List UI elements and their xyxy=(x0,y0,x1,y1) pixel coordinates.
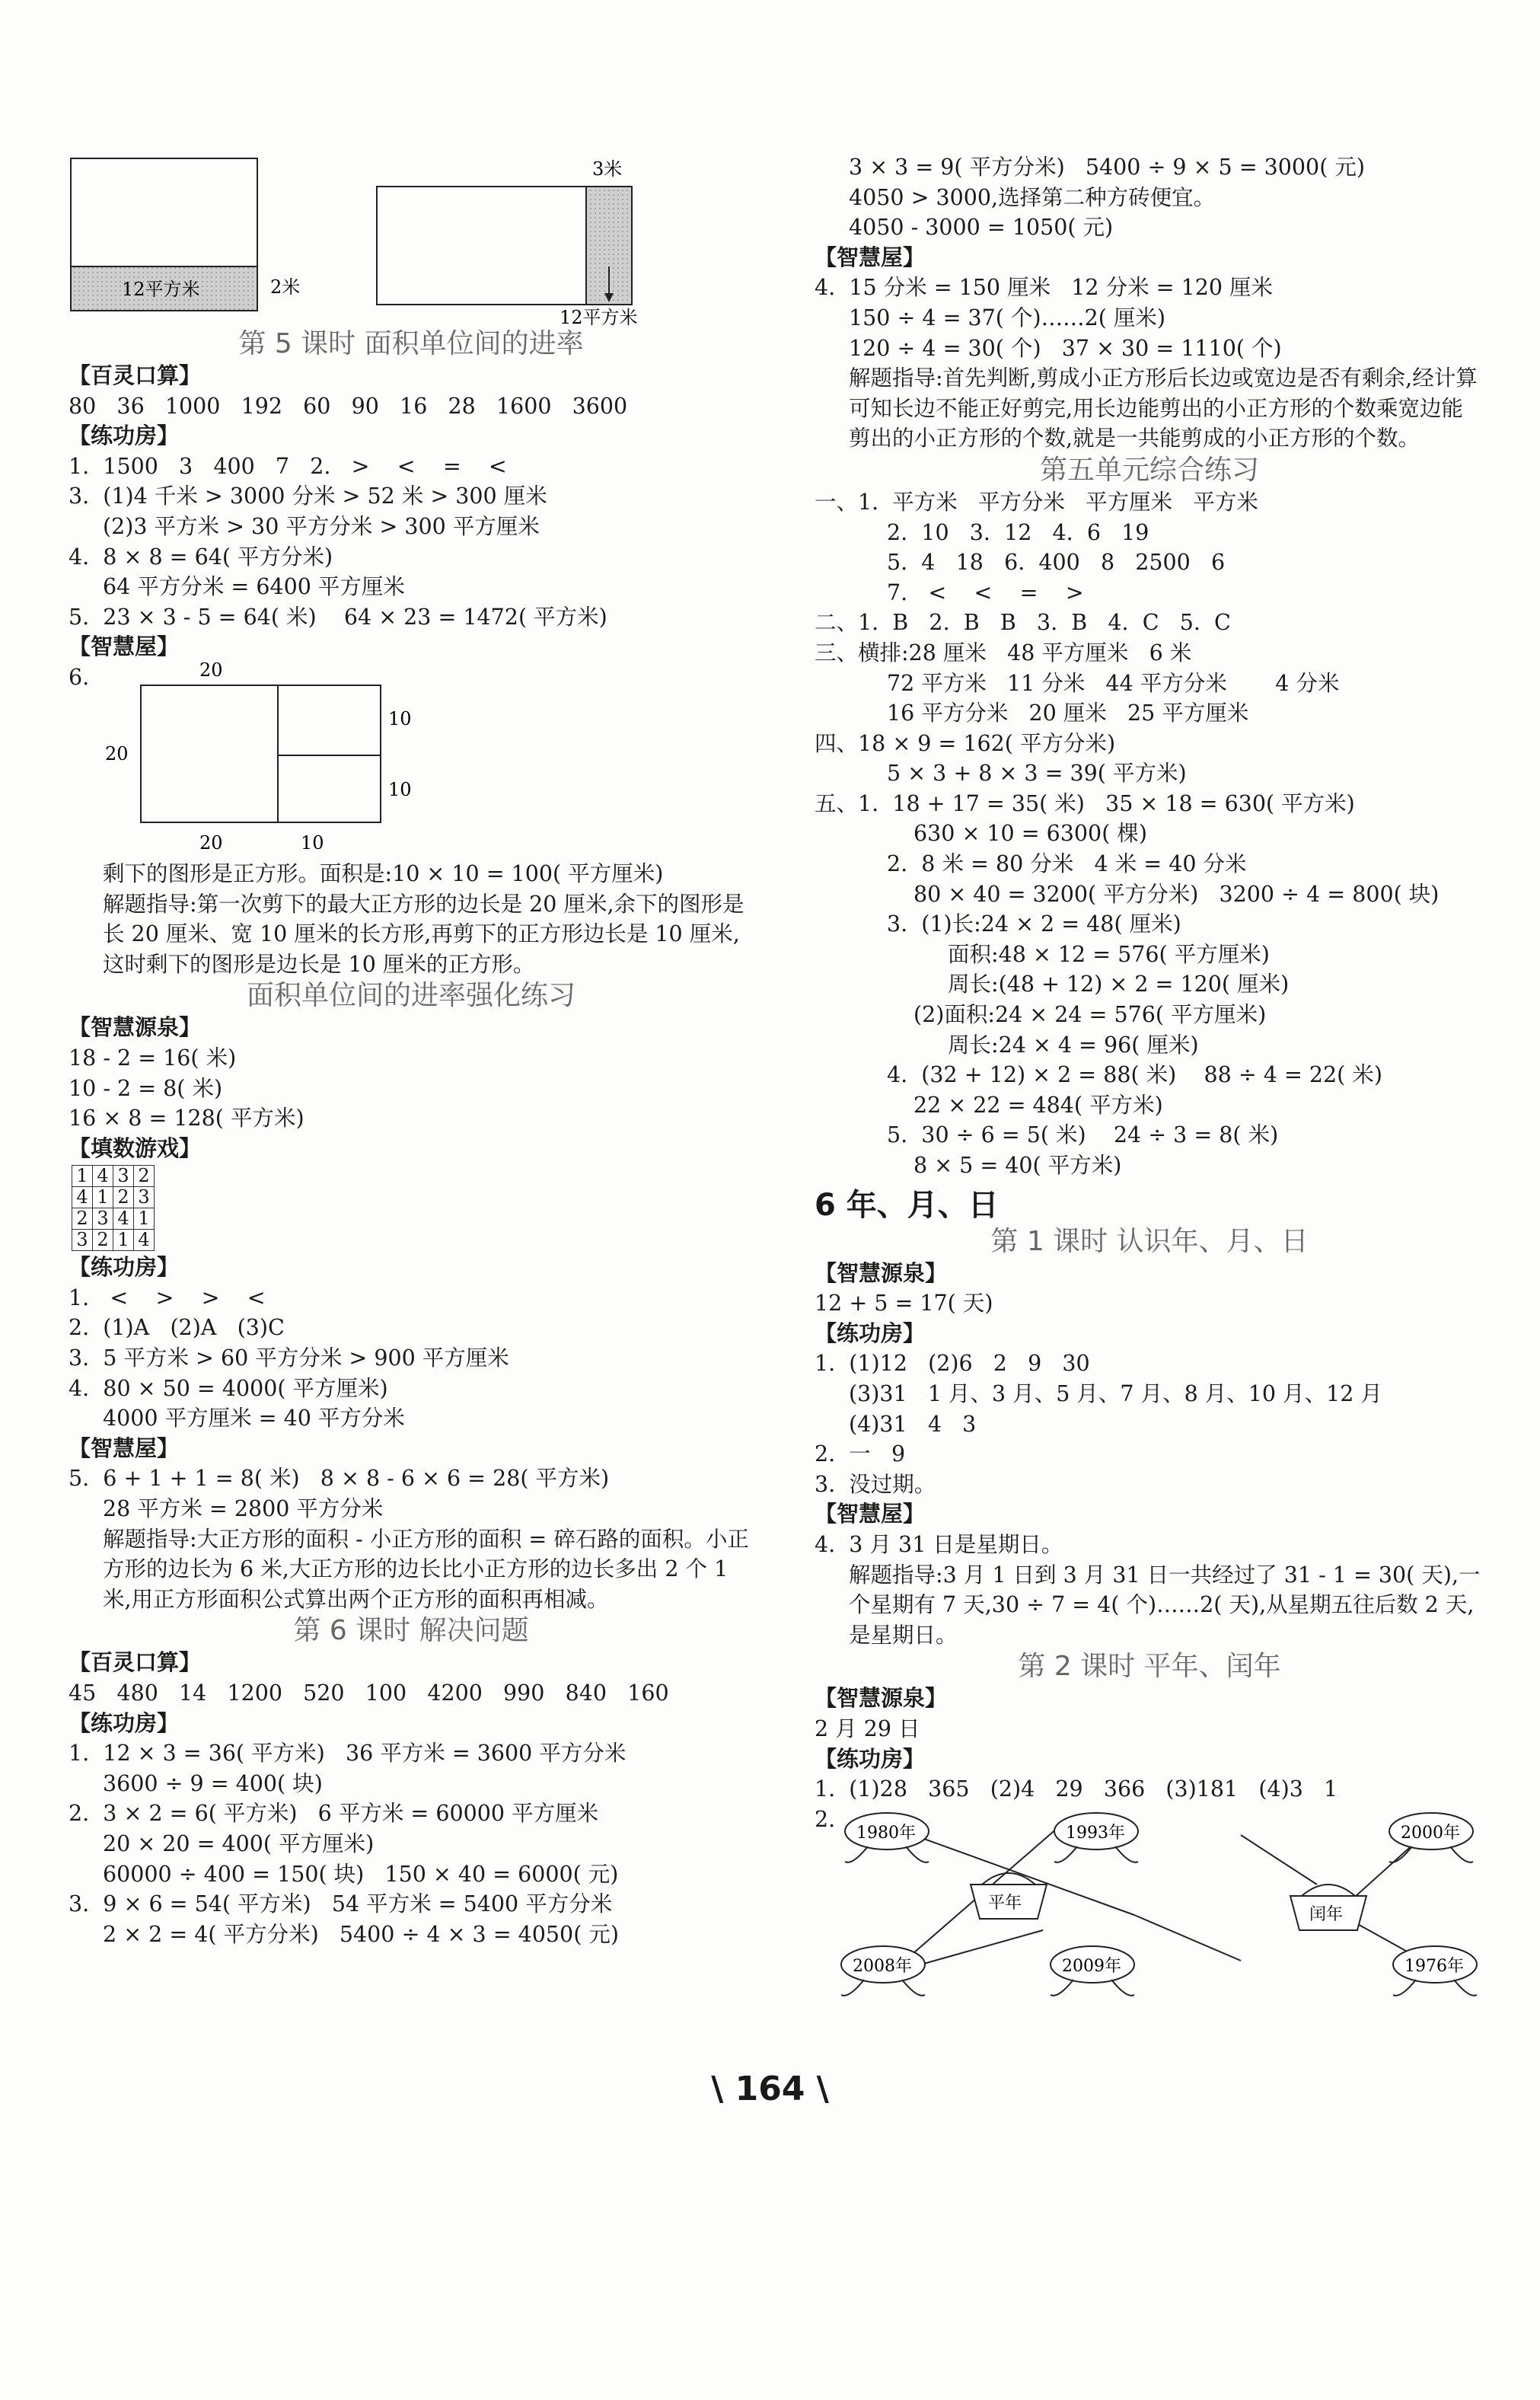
strengthen-title: 面积单位间的进率强化练习 xyxy=(246,980,576,1012)
answer-line: 2. (1)A (2)A (3)C xyxy=(69,1315,285,1341)
section-head: 【智慧屋】 xyxy=(815,1501,926,1527)
answer-line: 三、横排:28 厘米 48 平方厘米 6 米 xyxy=(815,640,1192,665)
fish-2008 xyxy=(841,1946,925,1996)
grid-cell: 2 xyxy=(134,1166,155,1187)
answer-line: (2)3 平方米 > 30 平方分米 > 300 平方厘米 xyxy=(103,513,540,539)
answer-line: 5 × 3 + 8 × 3 = 39( 平方米) xyxy=(887,761,1187,787)
answer-line: 2. 一 9 xyxy=(815,1441,906,1467)
answer-line: 16 × 8 = 128( 平方米) xyxy=(69,1106,304,1131)
section-head: 【百灵口算】 xyxy=(69,1649,202,1676)
answer-line: 8 × 5 = 40( 平方米) xyxy=(913,1153,1122,1178)
basket-label-runnian: 闰年 xyxy=(1309,1904,1344,1924)
section-head: 【练功房】 xyxy=(69,423,180,449)
fish-1993 xyxy=(1054,1813,1138,1862)
grid-cell: 4 xyxy=(113,1208,134,1230)
section-head: 【练功房】 xyxy=(815,1320,926,1346)
answer-line: 5. 4 18 6. 400 8 2500 6 xyxy=(887,550,1226,576)
section-head: 【智慧屋】 xyxy=(69,1435,180,1461)
answer-line: 2. 3 × 2 = 6( 平方米) 6 平方米 = 60000 平方厘米 xyxy=(69,1801,599,1827)
hint-text: 解题指导:第一次剪下的最大正方形的边长是 20 厘米,余下的图形是长 20 厘米、宽 10 厘米的长方形,再剪下的正方形边长是 10 厘米,这时剩下的图形是边长是 10 厘米的正方形。 xyxy=(103,891,744,977)
top-figures xyxy=(69,152,662,327)
answer-line: 4. 8 × 8 = 64( 平方分米) xyxy=(69,544,333,570)
q6-right-bottom-label: 10 xyxy=(388,778,412,800)
q6-left-label: 20 xyxy=(105,742,129,764)
grid-cell: 4 xyxy=(72,1187,93,1208)
section-head: 【智慧源泉】 xyxy=(815,1685,948,1712)
fish-1976 xyxy=(1393,1946,1477,1996)
leap-year-matching-figure xyxy=(815,1805,1484,2003)
fish-2009 xyxy=(1051,1946,1134,1996)
answer-line: 18 - 2 = 16( 米) xyxy=(69,1045,237,1071)
basket-label-pingnian: 平年 xyxy=(988,1893,1022,1913)
answer-line: 周长:(48 + 12) × 2 = 120( 厘米) xyxy=(948,972,1290,997)
answer-line: 1. < > > < xyxy=(69,1285,266,1310)
grid-cell: 3 xyxy=(72,1230,93,1251)
answer-line: 2. 8 米 = 80 分米 4 米 = 40 分米 xyxy=(887,851,1247,877)
grid-cell: 3 xyxy=(134,1187,155,1208)
right-column xyxy=(815,152,1484,2003)
q6-figure xyxy=(69,662,754,859)
answer-line: 五、1. 18 + 17 = 35( 米) 35 × 18 = 630( 平方米) xyxy=(815,790,1355,816)
answer-line: 3. 没过期。 xyxy=(815,1471,936,1497)
answer-line: 5. 6 + 1 + 1 = 8( 米) 8 × 8 - 6 × 6 = 28( 平方米) xyxy=(69,1466,610,1492)
answer-line: (2)面积:24 × 24 = 576( 平方厘米) xyxy=(913,1002,1267,1028)
answer-line: 周长:24 × 4 = 96( 厘米) xyxy=(948,1032,1199,1058)
year-label-1993: 1993年 xyxy=(1066,1823,1125,1843)
answer-line: 80 × 40 = 3200( 平方分米) 3200 ÷ 4 = 800( 块) xyxy=(913,881,1440,907)
grid-cell: 2 xyxy=(72,1208,93,1230)
section-head: 【智慧屋】 xyxy=(815,244,926,270)
answer-line: 4050 - 3000 = 1050( 元) xyxy=(849,215,1114,241)
answer-line: 4000 平方厘米 = 40 平方分米 xyxy=(103,1406,405,1431)
answer-line: 1. (1)28 365 (2)4 29 366 (3)181 (4)3 1 xyxy=(815,1776,1338,1802)
q6-right-top-label: 10 xyxy=(388,707,412,729)
answer-line: 3. 9 × 6 = 54( 平方米) 54 平方米 = 5400 平方分米 xyxy=(69,1891,613,1917)
answer-line: 2. 10 3. 12 4. 6 19 xyxy=(887,519,1149,545)
hint-text: 解题指导:3 月 1 日到 3 月 31 日一共经过了 31 - 1 = 30( 天),一个星期有 7 天,30 ÷ 7 = 4( 个)……2( 天),从星期五往后数 2 天,是星期日。 xyxy=(849,1562,1481,1648)
fish-1980 xyxy=(845,1813,929,1862)
answer-line: 4. 15 分米 = 150 厘米 12 分米 = 120 厘米 xyxy=(815,275,1274,301)
left-column xyxy=(69,327,754,1949)
q6-bottom-left-label: 20 xyxy=(199,831,223,854)
answer-line: 1. 12 × 3 = 36( 平方米) 36 平方米 = 3600 平方分米 xyxy=(69,1741,627,1766)
q2-label: 2. xyxy=(815,1806,836,1832)
section-head: 【智慧屋】 xyxy=(69,634,180,660)
answer-line: 80 36 1000 192 60 90 16 28 1600 3600 xyxy=(69,393,628,419)
answer-line: 4. 80 × 50 = 4000( 平方厘米) xyxy=(69,1375,388,1401)
grid-cell: 3 xyxy=(93,1208,113,1230)
basket-runnian xyxy=(1290,1885,1366,1930)
grid-cell: 2 xyxy=(113,1187,134,1208)
lesson1-title: 第 1 课时 认识年、月、日 xyxy=(990,1225,1309,1257)
answer-line: (3)31 1 月、3 月、5 月、7 月、8 月、10 月、12 月 xyxy=(849,1380,1382,1406)
answer-line: 150 ÷ 4 = 37( 个)……2( 厘米) xyxy=(849,305,1166,330)
grid-cell: 1 xyxy=(93,1187,113,1208)
section-head: 【智慧源泉】 xyxy=(69,1014,202,1041)
year-label-2009: 2009年 xyxy=(1062,1956,1121,1976)
answer-line: 3. (1)4 千米 > 3000 分米 > 52 米 > 300 厘米 xyxy=(69,484,547,509)
page-number: \ 164 \ xyxy=(711,2070,829,2108)
answer-line: 20 × 20 = 400( 平方厘米) xyxy=(103,1830,375,1856)
lesson2-title: 第 2 课时 平年、闰年 xyxy=(1018,1651,1281,1683)
q6-diagram xyxy=(69,662,449,859)
answer-line: 3. 5 平方米 > 60 平方分米 > 900 平方厘米 xyxy=(69,1345,509,1371)
section-head: 【练功房】 xyxy=(69,1254,180,1281)
answer-line: 10 - 2 = 8( 米) xyxy=(69,1075,223,1101)
answer-line: 45 480 14 1200 520 100 4200 990 840 160 xyxy=(69,1680,669,1706)
q6-top-label: 20 xyxy=(199,662,223,681)
answer-line: 16 平方分米 20 厘米 25 平方厘米 xyxy=(887,701,1249,726)
unit5-title: 第五单元综合练习 xyxy=(1039,454,1259,486)
left-rectangle-figure xyxy=(71,158,300,311)
grid-cell: 4 xyxy=(93,1166,113,1187)
answer-line: 二、1. B 2. B B 3. B 4. C 5. C xyxy=(815,610,1231,636)
right-top-label: 3米 xyxy=(592,158,623,180)
lesson6-title: 第 6 课时 解决问题 xyxy=(293,1615,529,1647)
answer-line: 120 ÷ 4 = 30( 个) 37 × 30 = 1110( 个) xyxy=(849,335,1282,361)
answer-line: 3600 ÷ 9 = 400( 块) xyxy=(103,1770,323,1796)
hint-text: 解题指导:首先判断,剪成小正方形后长边或宽边是否有剩余,经计算可知长边不能正好剪完,用长边能剪出的小正方形的个数乘宽边能剪出的小正方形的个数,就是一共能剪成的小正方形的个数。 xyxy=(849,365,1478,452)
answer-line: 四、18 × 9 = 162( 平方分米) xyxy=(815,730,1116,756)
unit6-title: 6 年、月、日 xyxy=(815,1187,999,1223)
answer-text: 剩下的图形是正方形。面积是:10 × 10 = 100( 平方厘米) xyxy=(103,860,664,886)
left-area-label: 12平方米 xyxy=(122,279,200,300)
grid-cell: 1 xyxy=(134,1208,155,1230)
answer-line: 2 × 2 = 4( 平方分米) 5400 ÷ 4 × 3 = 4050( 元) xyxy=(103,1921,619,1947)
answer-line: 28 平方米 = 2800 平方分米 xyxy=(103,1496,384,1522)
answer-line: 面积:48 × 12 = 576( 平方厘米) xyxy=(948,941,1270,967)
right-bottom-label: 12平方米 xyxy=(560,307,638,327)
basket-pingnian xyxy=(971,1873,1047,1919)
grid-cell: 1 xyxy=(113,1230,134,1251)
year-label-2008: 2008年 xyxy=(853,1956,912,1976)
year-label-1976: 1976年 xyxy=(1404,1956,1464,1976)
grid-cell: 1 xyxy=(72,1166,93,1187)
answer-line: 2 月 29 日 xyxy=(815,1715,920,1741)
q6-label: 6. xyxy=(69,664,90,690)
answer-line: 64 平方分米 = 6400 平方厘米 xyxy=(103,574,405,600)
matching-diagram xyxy=(815,1805,1484,2003)
answer-line: (4)31 4 3 xyxy=(849,1411,977,1437)
answer-line: 3. (1)长:24 × 2 = 48( 厘米) xyxy=(887,911,1181,937)
grid-cell: 4 xyxy=(134,1230,155,1251)
answer-line: 7. < < = > xyxy=(887,579,1084,605)
answer-line: 22 × 22 = 484( 平方米) xyxy=(913,1092,1163,1118)
section-head: 【百灵口算】 xyxy=(69,362,202,388)
section-head: 【填数游戏】 xyxy=(69,1135,202,1161)
answer-line: 1. (1)12 (2)6 2 9 30 xyxy=(815,1351,1090,1377)
answer-line: 3 × 3 = 9( 平方分米) 5400 ÷ 9 × 5 = 3000( 元) xyxy=(849,155,1365,180)
answer-line: 4. 3 月 31 日是星期日。 xyxy=(815,1531,1063,1557)
answer-line: 4. (32 + 12) × 2 = 88( 米) 88 ÷ 4 = 22( 米) xyxy=(887,1062,1382,1088)
right-rectangle-figure xyxy=(377,158,638,327)
section-head: 【练功房】 xyxy=(69,1709,180,1736)
grid-cell: 3 xyxy=(113,1166,134,1187)
section-head: 【智慧源泉】 xyxy=(815,1259,948,1286)
answer-line: 4050 > 3000,选择第二种方砖便宜。 xyxy=(849,184,1216,210)
grid-cell: 2 xyxy=(93,1230,113,1251)
answer-line: 5. 30 ÷ 6 = 5( 米) 24 ÷ 3 = 8( 米) xyxy=(887,1122,1279,1148)
section-head: 【练功房】 xyxy=(815,1745,926,1772)
answer-line: 12 + 5 = 17( 天) xyxy=(815,1291,993,1316)
year-label-2000: 2000年 xyxy=(1401,1823,1460,1843)
answer-line: 60000 ÷ 400 = 150( 块) 150 × 40 = 6000( 元) xyxy=(103,1861,619,1887)
number-grid xyxy=(72,1165,155,1251)
answer-line: 1. 1500 3 400 7 2. > < = < xyxy=(69,453,507,479)
answer-line: 一、1. 平方米 平方分米 平方厘米 平方米 xyxy=(815,489,1258,515)
answer-line: 5. 23 × 3 - 5 = 64( 米) 64 × 23 = 1472( 平方米) xyxy=(69,604,607,630)
hint-text: 解题指导:大正方形的面积 - 小正方形的面积 = 碎石路的面积。小正方形的边长为 6 米,大正方形的边长比小正方形的边长多出 2 个 1 米,用正方形面积公式算出两个正方形的面积再相减。 xyxy=(103,1526,749,1612)
lesson5-title: 第 5 课时 面积单位间的进率 xyxy=(238,328,584,359)
answer-line: 630 × 10 = 6300( 棵) xyxy=(913,821,1147,847)
q6-bottom-right-label: 10 xyxy=(301,831,324,854)
answer-line: 72 平方米 11 分米 44 平方分米 4 分米 xyxy=(887,670,1340,696)
left-side-label: 2米 xyxy=(270,276,301,298)
year-label-1980: 1980年 xyxy=(856,1823,916,1843)
